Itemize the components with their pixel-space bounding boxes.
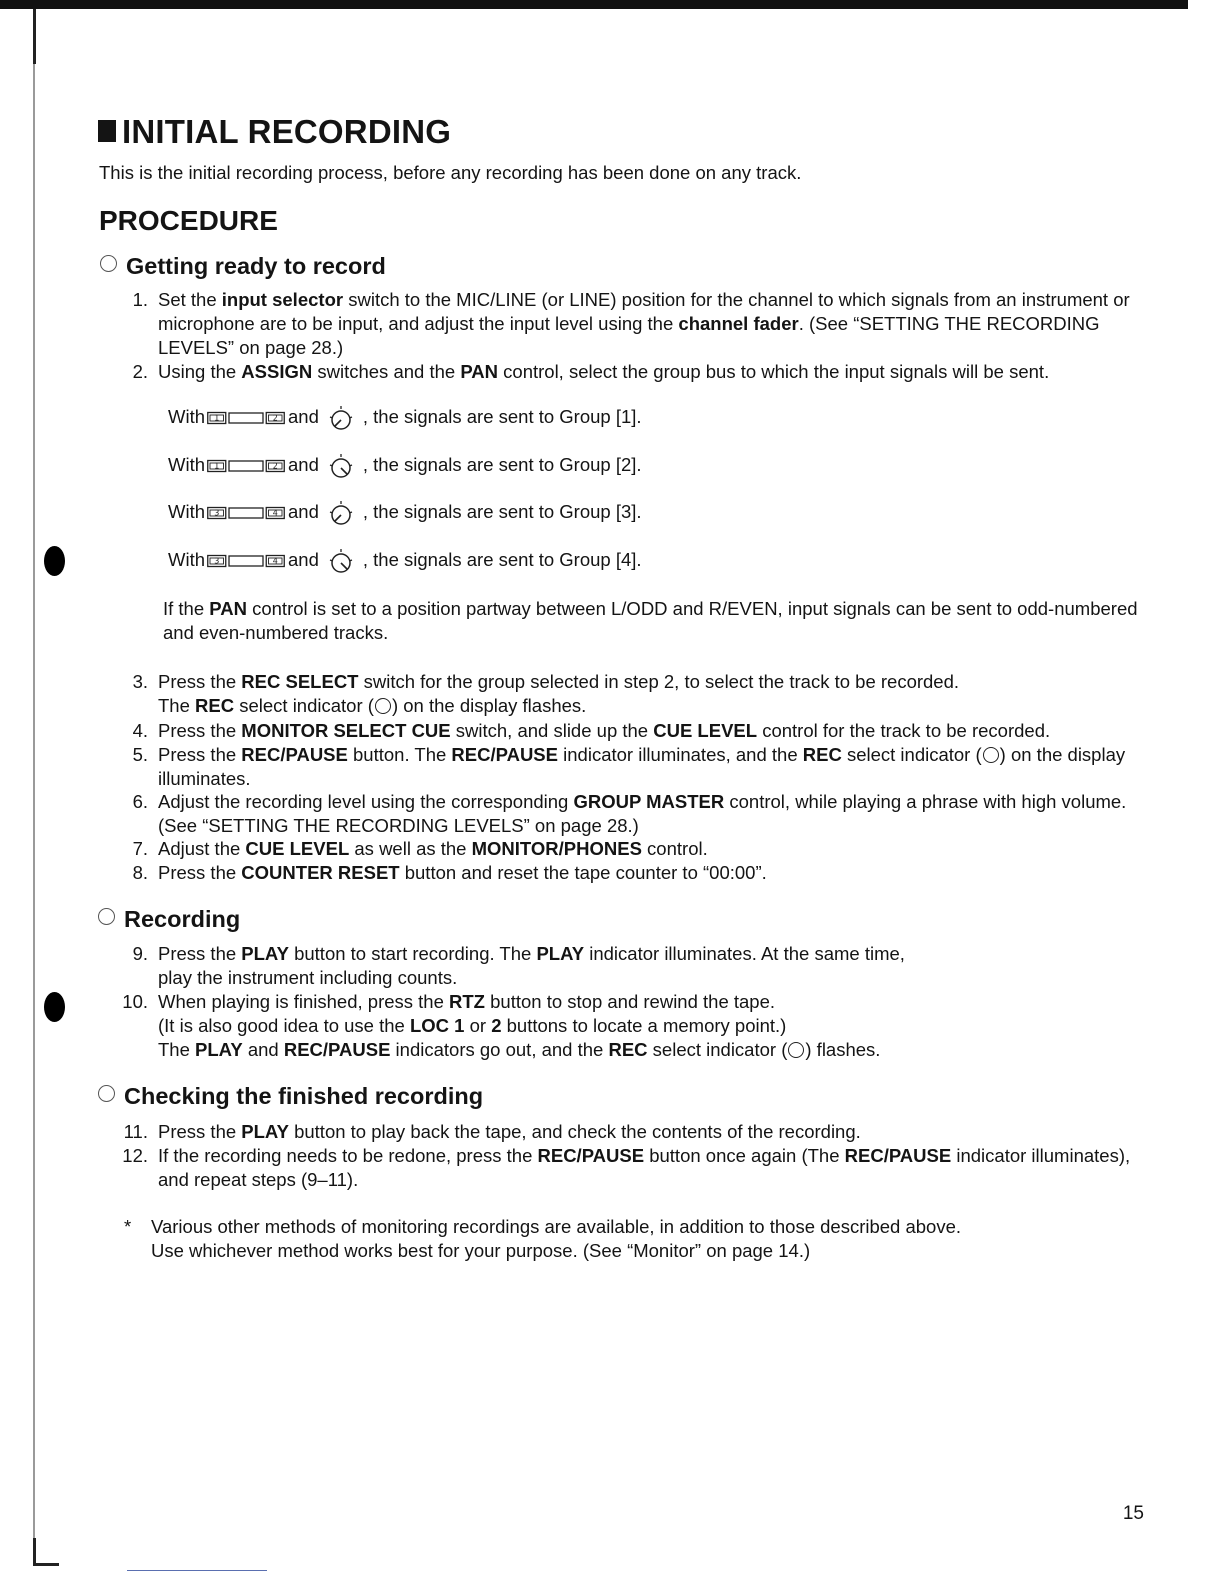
top-border — [0, 0, 1188, 9]
section-heading-ready: Getting ready to record — [100, 253, 386, 280]
switch-label: 3 — [214, 556, 220, 566]
switch-label: 1 — [214, 461, 220, 471]
step-9: 9. Press the PLAY button to start recording. The PLAY indicator illuminates. At the same time, play the instrument including counts. — [132, 943, 905, 988]
group-routing-4: With 3 4 and , the signals are sent to Group [4]. — [168, 544, 642, 576]
punch-hole-icon — [44, 546, 65, 576]
step-2: 2. Using the ASSIGN switches and the PAN control, select the group bus to which the input signals will be sent. — [132, 361, 1050, 382]
step-10: 10. When playing is finished, press the RTZ button to stop and rewind the tape. (It is also good idea to use the LOC 1 or 2 buttons to locate a memory point.) The PLAY and REC/PAUSE indicators go out, and the REC select indicator ( ) flashes. — [122, 991, 881, 1060]
square-bullet-icon — [98, 120, 116, 142]
switch-label: 4 — [272, 556, 278, 566]
assign-switch-icon — [207, 553, 285, 569]
group-routing-3: With 3 4 and , the signals are sent to Group [3]. — [168, 496, 642, 528]
step-5: 5. Press the REC/PAUSE button. The REC/PAUSE indicator illuminates, and the REC select indicator ( ) on the display illuminates. — [132, 744, 1126, 789]
circle-bullet-icon — [98, 908, 115, 925]
switch-label: 4 — [272, 508, 278, 518]
assign-switch-icon — [207, 505, 285, 521]
rec-indicator-icon — [983, 747, 999, 763]
switch-label: 2 — [272, 413, 278, 423]
switch-label: 1 — [214, 413, 220, 423]
left-margin-line — [33, 9, 35, 1564]
circle-bullet-icon — [98, 1085, 115, 1102]
switch-label: 3 — [214, 508, 220, 518]
footer-rule — [127, 1570, 267, 1571]
step-12: 12. If the recording needs to be redone, press the REC/PAUSE button once again (The REC/PAUSE indicator illuminates), and repeat steps (9–11). — [122, 1145, 1131, 1190]
rec-indicator-icon — [375, 698, 391, 714]
step-11: 11. Press the PLAY button to play back the tape, and check the contents of the recording. — [123, 1121, 861, 1142]
procedure-heading: PROCEDURE — [99, 205, 278, 236]
punch-hole-icon — [44, 992, 65, 1022]
step-6: 6. Adjust the recording level using the corresponding GROUP MASTER control, while playing a phrase with high volume. (See “SETTING THE RECORDING LEVELS” on page 28.) — [132, 791, 1127, 836]
switch-label: 2 — [272, 461, 278, 471]
step-1: 1. Set the input selector switch to the MIC/LINE (or LINE) position for the channel to which signals from an instrument or microphone are to be input, and adjust the input level using the channel fader. (See “SETTING THE RECORDING LEVELS” on page 28.) — [132, 289, 1130, 358]
pan-note: If the PAN control is set to a position partway between L/ODD and R/EVEN, input signals can be sent to odd-numbered and even-numbered tracks. — [163, 598, 1138, 643]
rec-indicator-icon — [788, 1042, 804, 1058]
intro-text: This is the initial recording process, before any recording has been done on any track. — [99, 162, 802, 183]
pan-knob-icon — [328, 451, 354, 481]
bottom-corner-tick — [33, 1563, 59, 1566]
assign-switch-icon — [207, 410, 285, 426]
pan-knob-icon — [328, 403, 354, 433]
pan-knob-icon — [328, 498, 354, 528]
step-7: 7. Adjust the CUE LEVEL as well as the MONITOR/PHONES control. — [132, 838, 708, 859]
left-margin-line-bottom — [33, 1538, 36, 1564]
circle-bullet-icon — [100, 255, 117, 272]
group-routing-2: With 1 2 and , the signals are sent to Group [2]. — [168, 449, 642, 481]
group-routing-1: With 1 2 and , the signals are sent to Group [1]. — [168, 401, 642, 433]
page-number: 15 — [1122, 1503, 1144, 1524]
step-3: 3. Press the REC SELECT switch for the group selected in step 2, to select the track to be recorded. The REC select indicator ( ) on the display flashes. — [132, 671, 960, 716]
step-8: 8. Press the COUNTER RESET button and reset the tape counter to “00:00”. — [132, 862, 767, 883]
section-heading-checking: Checking the finished recording — [98, 1083, 483, 1110]
step-4: 4. Press the MONITOR SELECT CUE switch, and slide up the CUE LEVEL control for the track to be recorded. — [132, 720, 1051, 741]
pan-knob-icon — [328, 546, 354, 576]
left-margin-line-top — [33, 9, 36, 64]
section-heading-recording: Recording — [98, 906, 240, 933]
page-title: INITIAL RECORDING — [98, 113, 451, 151]
assign-switch-icon — [207, 458, 285, 474]
